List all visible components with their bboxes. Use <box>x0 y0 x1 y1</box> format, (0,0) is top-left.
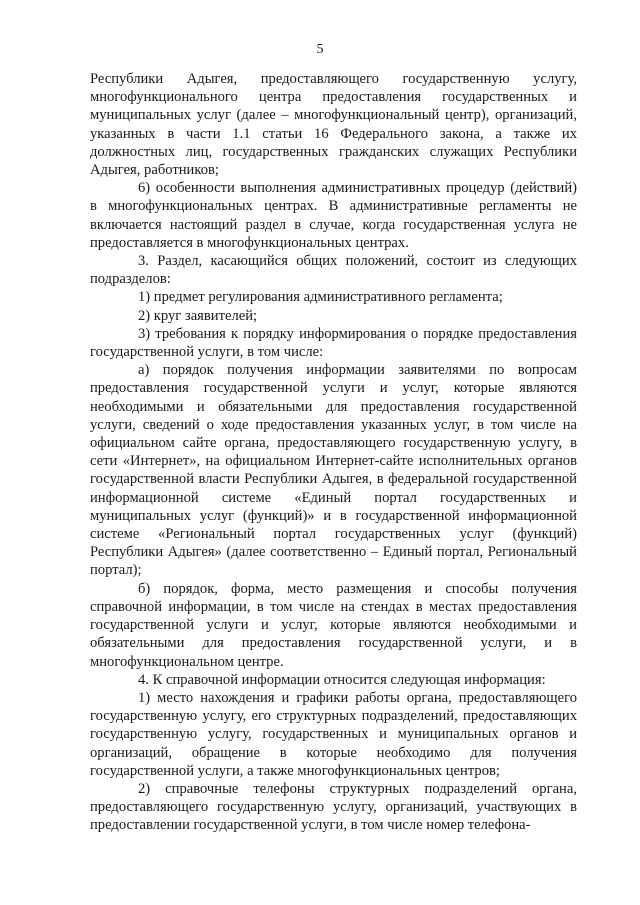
paragraph-section-3: 3. Раздел, касающийся общих положений, состоит из следующих подразделов: <box>90 253 577 288</box>
page-number: 5 <box>316 42 324 57</box>
paragraph-continuation: Республики Адыгея, предоставляющего государственную услугу, многофункционального центра предоставления государственных и муниципальных услуг (далее – многофункциональный центр), организаций, указанных в части 1.1 статьи 16 Федерального закона, а также их должностных лиц, государственных гражданских служащих Республики Адыгея, работников; <box>90 71 577 179</box>
paragraph-item-2: 2) круг заявителей; <box>138 307 258 324</box>
paragraph-item-1: 1) предмет регулирования административного регламента; <box>138 289 503 306</box>
paragraph-item-6: 6) особенности выполнения административных процедур (действий) в многофункциональных центрах. В административные регламенты не включается настоящий раздел в случае, когда государственная услуга не предоставляется в многофункциональных центрах. <box>90 180 577 251</box>
paragraph-item-3: 3) требования к порядку информирования о порядке предоставления государственной услуги, в том числе: <box>90 325 577 361</box>
paragraph-section-4: 4. К справочной информации относится следующая информация: <box>138 671 546 688</box>
document-body <box>90 70 577 835</box>
paragraph-item-2-phones: 2) справочные телефоны структурных подразделений органа, предоставляющего государственную услугу, организаций, участвующих в предоставлении государственной услуги, в том числе номер телефона- <box>90 780 577 834</box>
paragraph-item-b: б) порядок, форма, место размещения и способы получения справочной информации, в том числе на стендах в местах предоставления государственной услуги и услуг, которые являются необходимыми и обязательными для предоставления государственной услуги, и в многофункциональном центре. <box>90 580 577 670</box>
paragraph-item-1-location: 1) место нахождения и графики работы органа, предоставляющего государственную услугу, его структурных подразделений, предоставляющих государственную услугу, государственных и муниципальных органов и организаций, обращение в которые необходимо для получения государственной услуги, а также многофункциональных центров; <box>90 689 577 779</box>
paragraph-item-a: а) порядок получения информации заявителями по вопросам предоставления государственной услуги и услуг, которые являются необходимыми и обязательными для предоставления государственной услуги, сведений о ходе предоставления указанных услуг, в том числе на официальном сайте органа, предоставляющего государственную услугу, в сети «Интернет», на официальном Интернет-сайте исполнительных органов государственной власти Республики Адыгея, в федеральной государственной информационной системе «Единый портал государственных и муниципальных услуг (функций)» и в государственной информационной системе «Региональный портал государственных услуг (функций) Республики Адыгея» (далее соответственно – Единый портал, Региональный портал); <box>90 362 577 579</box>
